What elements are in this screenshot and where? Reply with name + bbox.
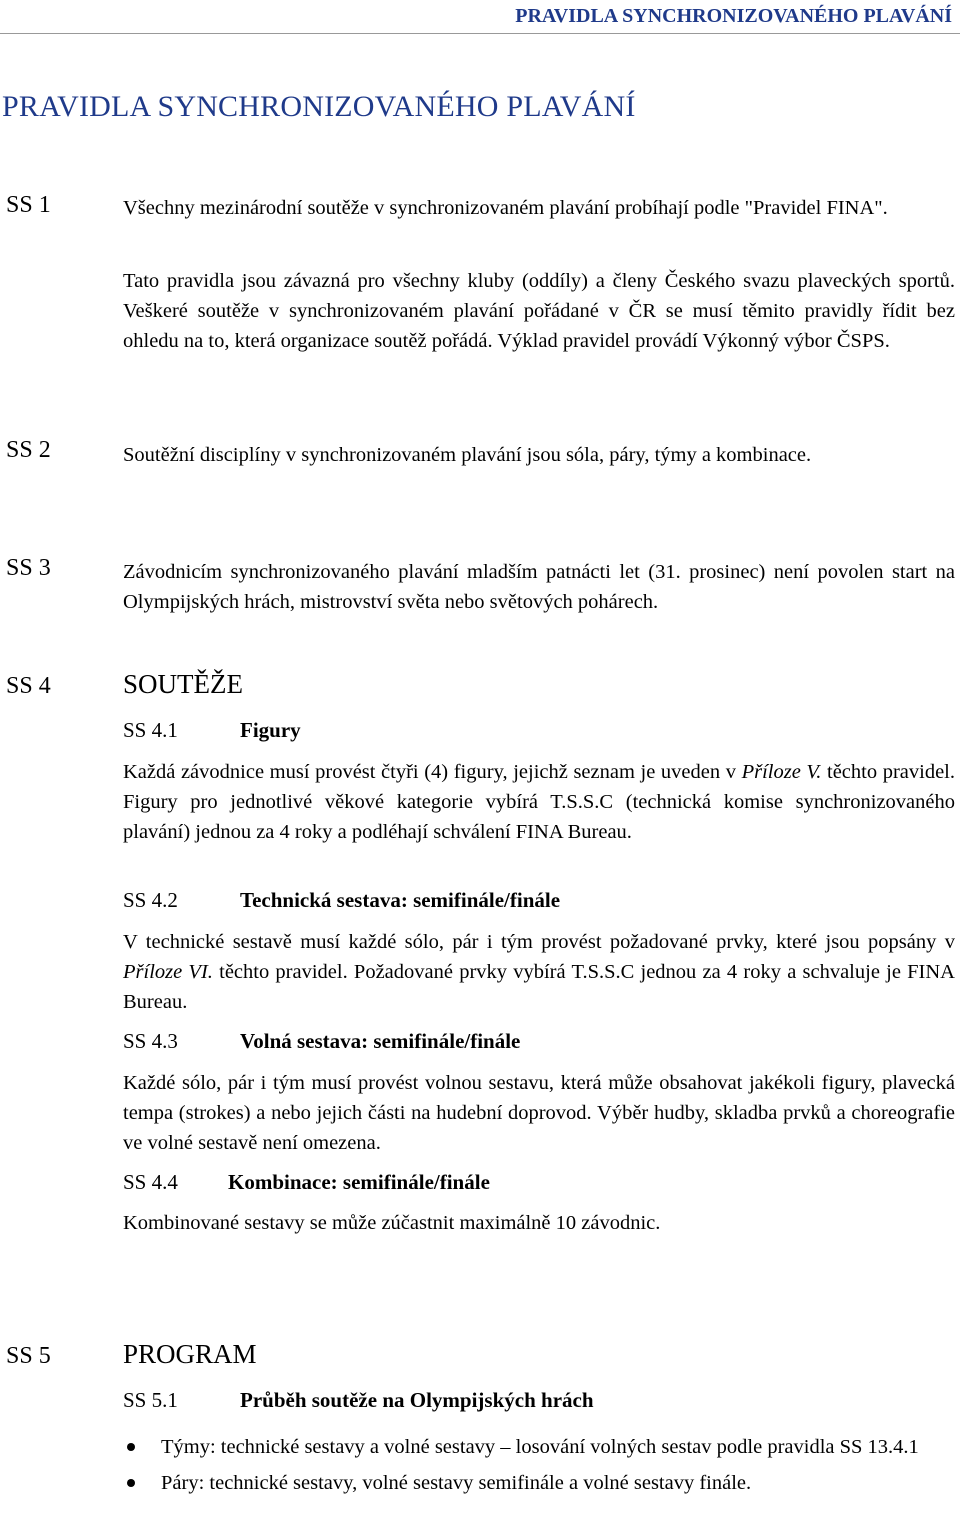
subsection-number-ss4-3: SS 4.3 [123,1029,178,1053]
ss4-1-paragraph [123,757,955,847]
section-title-ss4: SOUTĚŽE [123,669,243,699]
subsection-title-ss4-4: Kombinace: semifinále/finále [228,1170,490,1194]
header-rule [0,33,960,34]
section-number-ss4: SS 4 [6,673,51,699]
ss4-3-paragraph: Každé sólo, pár i tým musí provést volnou sestavu, která může obsahovat jakékoli figury, plavecká tempa (strokes) a nebo jejich části na hudební doprovod. Výběr hudby, skladba prvků a choreografie ve volné sestavě není omezena. [123,1072,955,1154]
document-title: PRAVIDLA SYNCHRONIZOVANÉHO PLAVÁNÍ [2,90,636,123]
ss1-paragraph-1: Všechny mezinárodní soutěže v synchronizovaném plavání probíhají podle "Pravidel FINA". [123,197,888,219]
program-bullet-list [123,1432,955,1504]
bullet-icon [127,1479,135,1487]
section-number-ss3: SS 3 [6,555,51,581]
section-number-ss1: SS 1 [6,192,51,218]
ss4-4-paragraph: Kombinované sestavy se může zúčastnit maximálně 10 závodnic. [123,1212,661,1234]
text-run: těchto pravidel. Figury pro jednotlivé věkové kategorie vybírá T.S.S.C (technická komise synchronizovaného plavání) jednou za 4 roky a podléhají schválení FINA Bureau. [123,761,955,843]
running-header: PRAVIDLA SYNCHRONIZOVANÉHO PLAVÁNÍ [515,5,952,27]
text-run: V technické sestavě musí každé sólo, pár i tým provést požadované prvky, které jsou popsány v [123,931,955,953]
subsection-title-ss4-1: Figury [240,718,301,742]
ss4-2-paragraph [123,927,955,1017]
section-number-ss2: SS 2 [6,437,51,463]
text-run: těchto pravidel. Požadované prvky vybírá T.S.S.C jednou za 4 roky a schvaluje je FINA Bureau. [123,961,955,1013]
ss3-paragraph: Závodnicím synchronizovaného plavání mladším patnácti let (31. prosinec) není povolen start na Olympijských hrách, mistrovství světa nebo světových pohárech. [123,561,955,613]
subsection-title-ss4-2: Technická sestava: semifinále/finále [240,888,561,912]
list-item [123,1468,955,1498]
ss1-paragraph-2: Tato pravidla jsou závazná pro všechny kluby (oddíly) a členy Českého svazu plaveckých sportů. Veškeré soutěže v synchronizovaném plavání pořádané v ČR se musí těmito pravidly řídit bez ohledu na to, která organizace soutěž pořádá. Výklad pravidel provádí Výkonný výbor ČSPS. [123,270,955,352]
ss2-paragraph: Soutěžní disciplíny v synchronizovaném plavání jsou sóla, páry, týmy a kombinace. [123,444,812,466]
bullet-text: Páry: technické sestavy, volné sestavy semifinále a volné sestavy finále. [161,1472,752,1494]
appendix-reference: Příloze V. [741,761,822,783]
subsection-number-ss5-1: SS 5.1 [123,1388,178,1412]
subsection-number-ss4-1: SS 4.1 [123,718,178,742]
appendix-reference: Příloze VI. [123,961,213,983]
text-run: Každá závodnice musí provést čtyři (4) figury, jejichž seznam je uveden v [123,761,742,783]
subsection-number-ss4-4: SS 4.4 [123,1170,178,1194]
subsection-title-ss5-1: Průběh soutěže na Olympijských hrách [240,1388,594,1412]
section-title-ss5: PROGRAM [123,1339,257,1369]
subsection-title-ss4-3: Volná sestava: semifinále/finále [240,1029,521,1053]
list-item [123,1432,955,1462]
section-number-ss5: SS 5 [6,1343,51,1369]
bullet-text: Týmy: technické sestavy a volné sestavy – losování volných sestav podle pravidla SS 13.4.1 [161,1436,919,1458]
subsection-number-ss4-2: SS 4.2 [123,888,178,912]
bullet-icon [127,1443,135,1451]
